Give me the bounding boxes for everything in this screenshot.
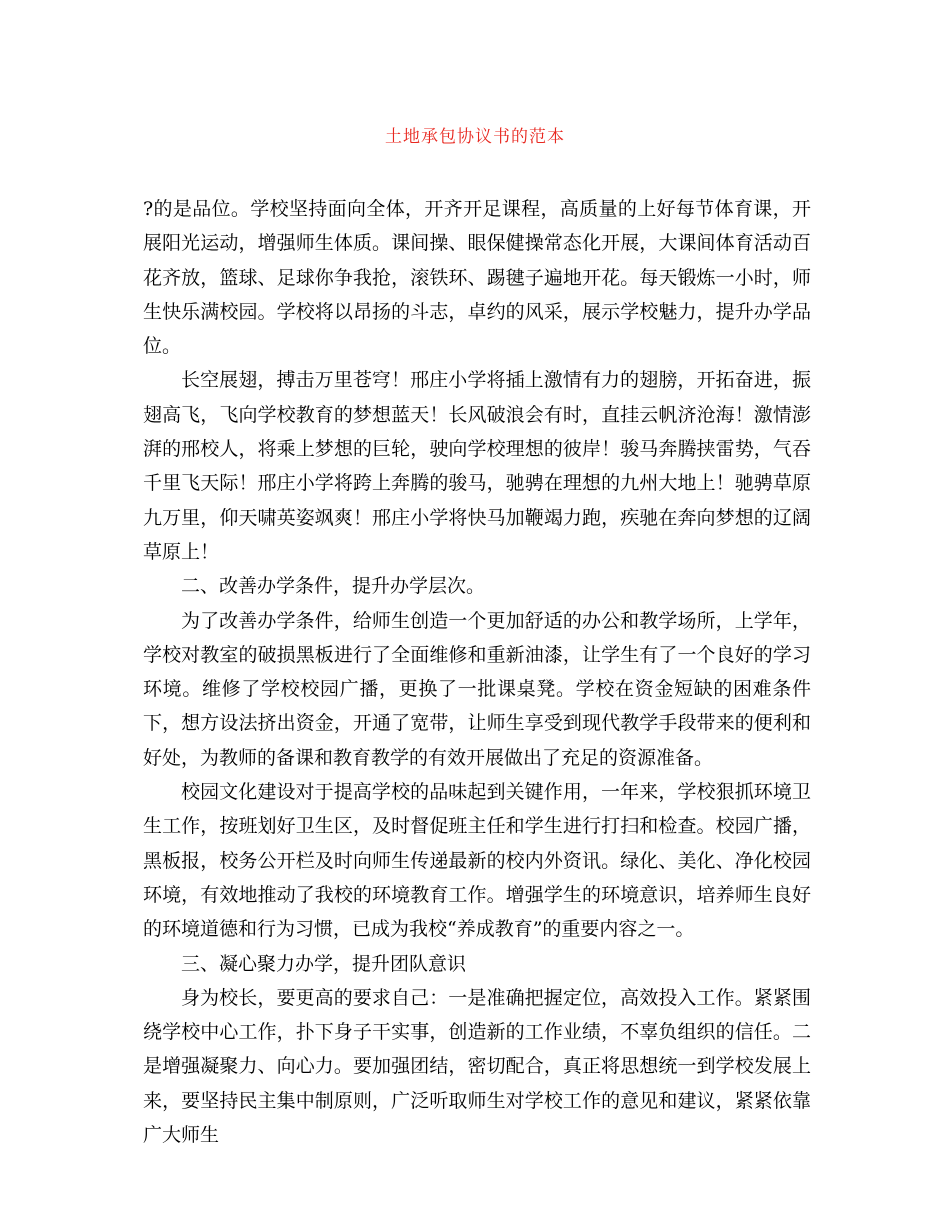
paragraph: 身为校长，要更高的要求自己：一是准确把握定位，高效投入工作。紧紧围绕学校中心工作，扑下身子干实事，创造新的工作业绩，不辜负组织的信任。二是增强凝聚力、向心力。要加强团结，密切配合，真正将思想统一到学校发展上来，要坚持民主集中制原则，广泛听取师生对学校工作的意见和建议，紧紧依靠广大师生 xyxy=(143,986,811,1147)
paragraph: 长空展翅，搏击万里苍穹！邢庄小学将插上激情有力的翅膀，开拓奋进，振翅高飞，飞向学校教育的梦想蓝天！长风破浪会有时，直挂云帆济沧海！激情澎湃的邢校人，将乘上梦想的巨轮，驶向学校理想的彼岸！骏马奔腾挟雷势，气吞千里飞天际！邢庄小学将跨上奔腾的骏马，驰骋在理想的九州大地上！驰骋草原九万里，仰天啸英姿飒爽！邢庄小学将快马加鞭竭力跑，疾驰在奔向梦想的辽阔草原上！ xyxy=(143,369,811,563)
document-title: 土地承包协议书的范本 xyxy=(385,127,565,147)
paragraph: 为了改善办学条件，给师生创造一个更加舒适的办公和教学场所，上学年，学校对教室的破损黑板进行了全面维修和重新油漆，让学生有了一个良好的学习环境。维修了学校校园广播，更换了一批课桌凳。学校在资金短缺的困难条件下，想方设法挤出资金，开通了宽带，让师生享受到现代教学手段带来的便利和好处，为教师的备课和教育教学的有效开展做出了充足的资源准备。 xyxy=(143,609,811,769)
section-heading: 二、改善办学条件，提升办学层次。 xyxy=(181,575,486,598)
paragraph: 校园文化建设对于提高学校的品味起到关键作用，一年来，学校狠抓环境卫生工作，按班划好卫生区，及时督促班主任和学生进行打扫和检查。校园广播，黑板报，校务公开栏及时向师生传递最新的校内外资讯。绿化、美化、净化校园环境，有效地推动了我校的环境教育工作。增强学生的环境意识，培养师生良好的环境道德和行为习惯，已成为我校“养成教育”的重要内容之一。 xyxy=(143,781,811,941)
paragraph: ?的是品位。学校坚持面向全体，开齐开足课程，高质量的上好每节体育课，开展阳光运动，增强师生体质。课间操、眼保健操常态化开展，大课间体育活动百花齐放，篮球、足球你争我抢，滚铁环、踢毽子遍地开花。每天锻炼一小时，师生快乐满校园。学校将以昂扬的斗志，卓约的风采，展示学校魅力，提升办学品位。 xyxy=(143,198,811,358)
document-body xyxy=(143,192,811,1152)
section-heading: 三、凝心聚力办学，提升团队意识 xyxy=(181,952,467,975)
